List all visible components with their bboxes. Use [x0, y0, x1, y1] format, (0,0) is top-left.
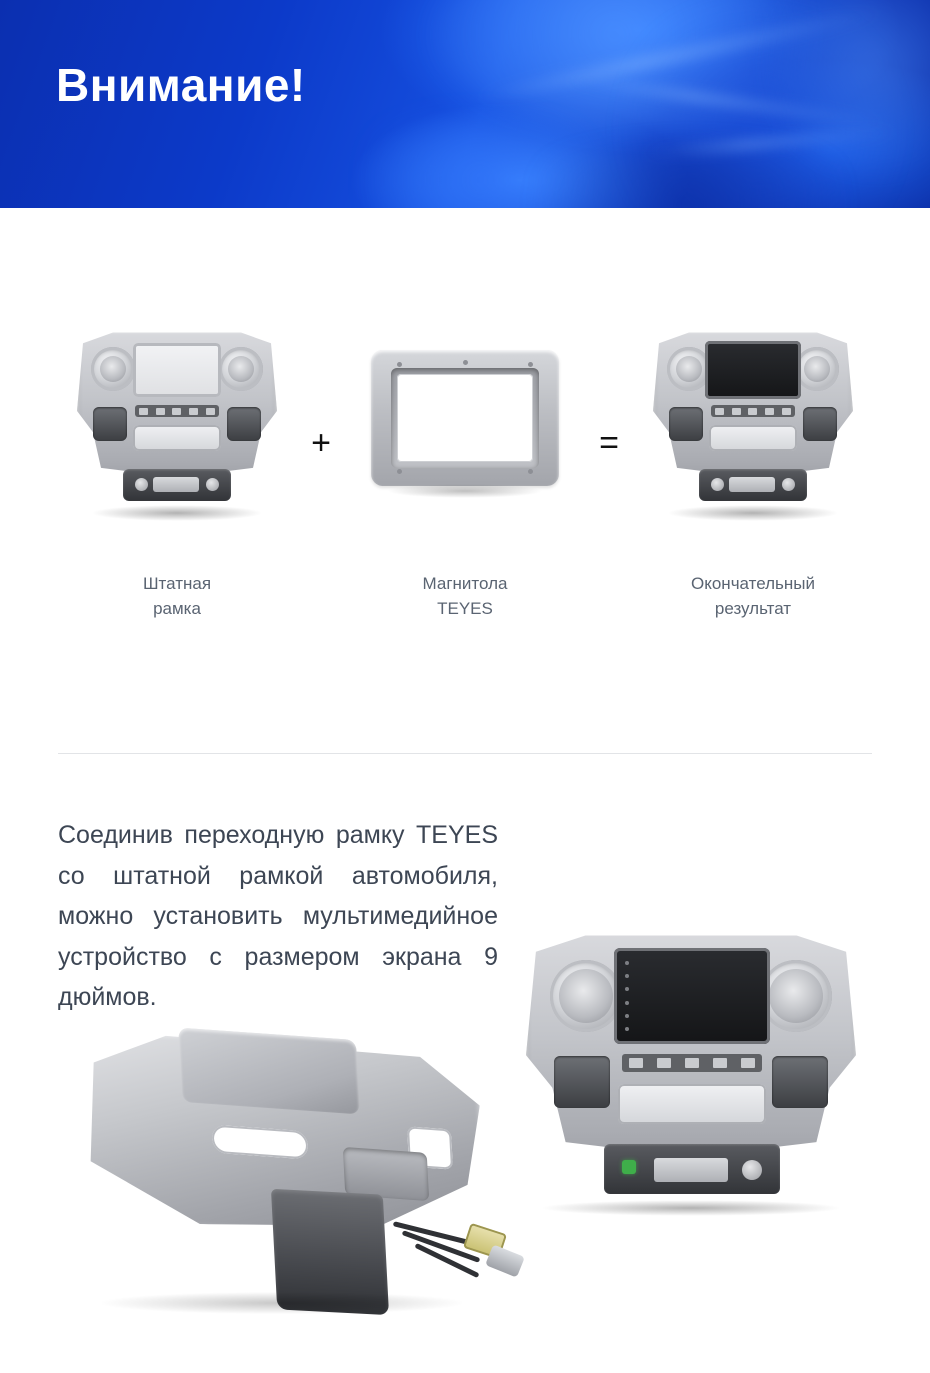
dash-lower-tray	[699, 469, 807, 501]
assembly-section	[0, 208, 930, 678]
drop-shadow	[102, 1292, 462, 1314]
frame-inner-opening	[391, 368, 539, 468]
caption-line-1: Магнитола	[422, 574, 508, 593]
banner-title: Внимание!	[56, 59, 306, 111]
stock-frame-art	[61, 318, 293, 518]
knob-right-icon	[742, 1160, 762, 1180]
dash-center-opening	[133, 425, 221, 451]
drop-shadow	[387, 484, 543, 498]
air-vent-left-icon	[550, 960, 622, 1032]
indicator-led-icon	[622, 1160, 636, 1174]
frame-top-shelf	[178, 1028, 360, 1115]
screw-icon	[397, 362, 402, 367]
drop-shadow	[540, 1200, 842, 1216]
final-result-art	[637, 318, 869, 518]
caption-line-2: TEYES	[437, 598, 493, 618]
climate-button-row	[135, 405, 219, 417]
assembly-caption	[61, 572, 293, 621]
assembly-item-teyes-frame	[349, 318, 581, 621]
screw-icon	[397, 469, 402, 474]
caption-line-2: результат	[714, 598, 792, 618]
operator-equals: =	[599, 423, 619, 462]
connector-plug-secondary-icon	[485, 1244, 525, 1277]
screw-icon	[528, 469, 533, 474]
dash-pocket-left	[554, 1056, 610, 1108]
dash-lower-tray	[123, 469, 231, 501]
knob-left-icon	[135, 478, 148, 491]
tray-plate	[729, 477, 775, 492]
stock-radio-opening	[133, 343, 221, 397]
knob-left-icon	[711, 478, 724, 491]
dash-center-opening	[709, 425, 797, 451]
assembly-row	[0, 318, 930, 621]
air-vent-right-icon	[219, 347, 263, 391]
teyes-frame-art	[349, 318, 581, 518]
drop-shadow	[91, 505, 263, 521]
assembly-caption	[349, 572, 581, 621]
photo-installed-unit	[526, 930, 886, 1230]
caption-line-1: Окончательный	[691, 574, 815, 593]
tray-plate	[153, 477, 199, 492]
assembly-item-final-result	[637, 318, 869, 621]
dash-pocket-right	[803, 407, 837, 441]
drop-shadow	[667, 505, 839, 521]
screw-icon	[528, 362, 533, 367]
air-vent-right-icon	[795, 347, 839, 391]
air-vent-left-icon	[91, 347, 135, 391]
dash-lower-tray	[604, 1144, 780, 1194]
dash-pocket-left	[93, 407, 127, 441]
assembly-item-stock-frame	[61, 318, 293, 621]
section-divider	[58, 753, 872, 754]
teyes-screen	[614, 948, 770, 1044]
operator-plus: +	[311, 423, 331, 462]
climate-button-row	[622, 1054, 762, 1072]
attention-banner	[0, 0, 930, 208]
teyes-screen	[705, 341, 801, 399]
caption-line-2: рамка	[153, 598, 201, 618]
dash-illustration	[77, 329, 277, 507]
description-text: Соединив переходную рамку TEYES со штатной рамкой автомобиля, можно установить мультимедийное устройство с размером экрана 9 дюймов.	[58, 821, 498, 1011]
wiring-harness	[392, 1210, 532, 1286]
tray-plate	[654, 1158, 728, 1182]
dash-center-opening	[618, 1084, 766, 1124]
assembly-caption	[637, 572, 869, 621]
photo-adapter-frame	[62, 1020, 502, 1320]
knob-right-icon	[782, 478, 795, 491]
adapter-frame-illustration	[371, 350, 559, 486]
dash-photo	[526, 930, 856, 1202]
screw-icon	[463, 360, 468, 365]
dash-illustration	[653, 329, 853, 507]
caption-line-1: Штатная	[142, 574, 212, 593]
knob-right-icon	[206, 478, 219, 491]
dash-pocket-right	[772, 1056, 828, 1108]
screen-side-buttons	[620, 956, 634, 1036]
dash-pocket-right	[227, 407, 261, 441]
air-vent-right-icon	[760, 960, 832, 1032]
dash-pocket-left	[669, 407, 703, 441]
climate-button-row	[711, 405, 795, 417]
